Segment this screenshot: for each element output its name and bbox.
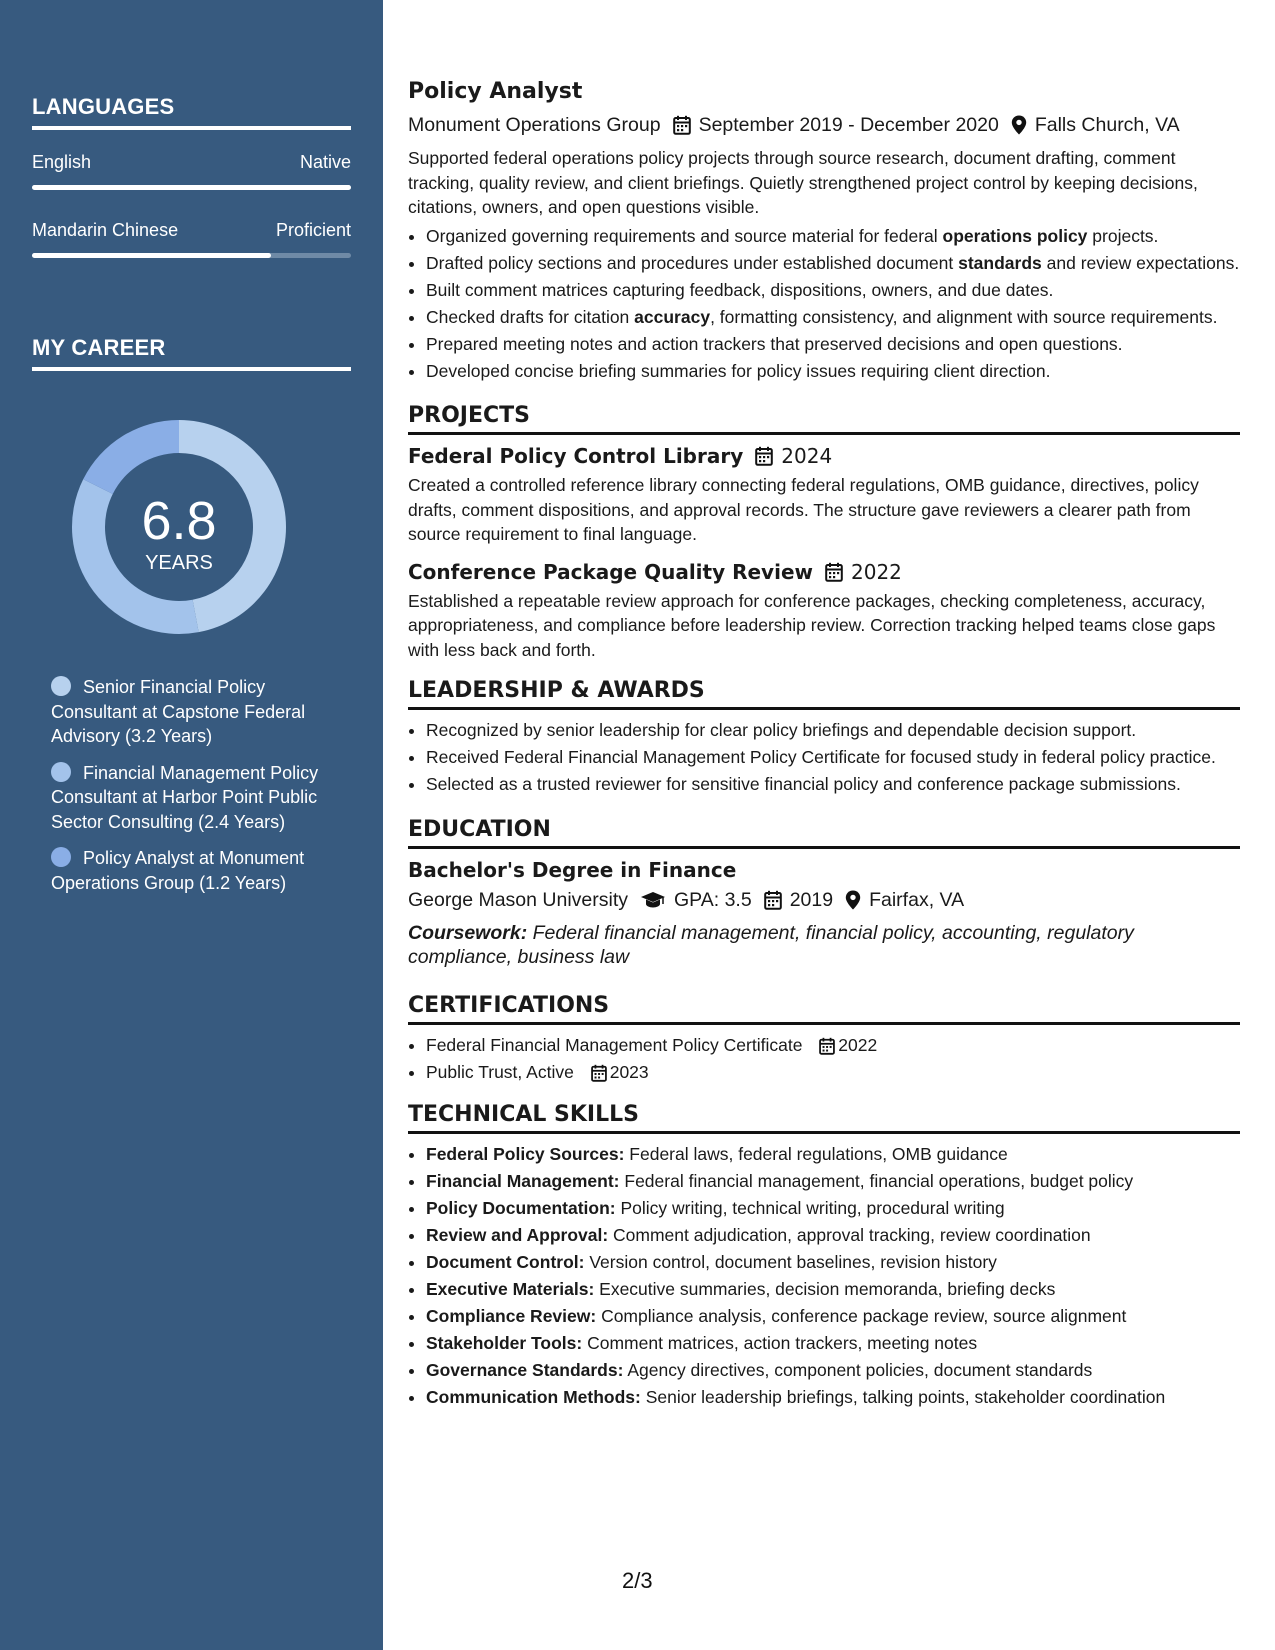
language-item <box>32 152 351 190</box>
leadership-heading: LEADERSHIP & AWARDS <box>408 678 1240 710</box>
certification-name: Public Trust, Active <box>426 1061 574 1082</box>
language-proficiency-bar <box>32 253 351 258</box>
career-list <box>51 675 331 907</box>
project-item <box>408 557 1240 663</box>
job-bullet: • Drafted policy sections and procedures under established document standards and review expectations. <box>426 251 1240 276</box>
certification-item <box>426 1060 1240 1085</box>
graduation-year: 2019 <box>789 888 834 911</box>
skills-list <box>408 1142 1240 1410</box>
project-title: Federal Policy Control Library <box>408 444 744 468</box>
skill-item: • Financial Management: Federal financial management, financial operations, budget policy <box>426 1169 1240 1194</box>
certification-year: 2022 <box>838 1034 878 1055</box>
project-title: Conference Package Quality Review <box>408 559 813 584</box>
project-year: 2022 <box>851 559 902 584</box>
projects-heading: PROJECTS <box>408 403 1240 435</box>
career-item <box>51 846 331 895</box>
job-meta <box>408 110 1240 140</box>
leadership-item: • Selected as a trusted reviewer for sensitive financial policy and conference package submissions. <box>426 772 1240 797</box>
skill-item: • Review and Approval: Comment adjudication, approval tracking, review coordination <box>426 1223 1240 1248</box>
leadership-item: • Received Federal Financial Management Policy Certificate for focused study in federal policy practice. <box>426 745 1240 770</box>
certifications-heading: CERTIFICATIONS <box>408 993 1240 1025</box>
career-section <box>32 335 351 371</box>
project-year: 2024 <box>781 444 833 468</box>
language-item <box>32 220 351 258</box>
job-bullet: • Developed concise briefing summaries for policy issues requiring client direction. <box>426 359 1240 384</box>
certifications-list <box>408 1033 1240 1085</box>
skill-item: • Executive Materials: Executive summaries, decision memoranda, briefing decks <box>426 1277 1240 1302</box>
coursework-text: Federal financial management, financial policy, accounting, regulatory compliance, business law <box>408 921 1134 968</box>
career-legend-dot <box>51 762 71 782</box>
calendar-icon <box>673 115 691 135</box>
company-name: Monument Operations Group <box>408 114 661 136</box>
education-heading: EDUCATION <box>408 817 1240 849</box>
career-item-text: Financial Management Policy Consultant at Harbor Point Public Sector Consulting (2.4 Years) <box>51 762 319 832</box>
career-heading: MY CAREER <box>32 335 351 371</box>
job-bullets <box>408 224 1240 384</box>
career-legend-dot <box>51 847 71 867</box>
languages-section <box>32 94 351 258</box>
page-number: 2/3 <box>622 1568 653 1593</box>
leadership-section <box>408 678 1240 797</box>
education-meta <box>408 885 1240 915</box>
sidebar <box>0 0 383 1650</box>
language-level: Proficient <box>275 220 351 240</box>
coursework <box>408 921 1240 969</box>
job-bullet: • Built comment matrices capturing feedback, dispositions, owners, and due dates. <box>426 278 1240 303</box>
job-summary: Supported federal operations policy projects through source research, document drafting, comment tracking, quality review, and client briefings. Quietly strengthened project control by keeping decisions, citations, owners, and open questions visible. <box>408 148 1198 217</box>
project-description: Created a controlled reference library connecting federal regulations, OMB guidance, directives, policy drafts, comment dispositions, and approval records. The structure gave reviewers a clearer path from source requirement to final language. <box>408 475 1199 544</box>
skill-item: • Stakeholder Tools: Comment matrices, action trackers, meeting notes <box>426 1331 1240 1356</box>
skill-item: • Governance Standards: Agency directives, component policies, document standards <box>426 1358 1240 1383</box>
skill-item: • Document Control: Version control, document baselines, revision history <box>426 1250 1240 1275</box>
certification-name: Federal Financial Management Policy Certificate <box>426 1034 803 1055</box>
skills-section <box>408 1102 1240 1410</box>
leadership-list <box>408 718 1240 797</box>
career-total-value: 6.8 <box>141 491 217 551</box>
certification-year: 2023 <box>609 1061 649 1082</box>
school-name: George Mason University <box>408 888 629 911</box>
career-item <box>51 761 331 835</box>
job-location: Falls Church, VA <box>1034 114 1180 136</box>
project-description: Established a repeatable review approach for conference packages, checking completeness, accuracy, appropriateness, and compliance before leadership review. Correction tracking helped teams close gaps with less back and forth. <box>408 590 1216 660</box>
job-dates: September 2019 - December 2020 <box>698 114 999 136</box>
skill-item: • Compliance Review: Compliance analysis, conference package review, source alignment <box>426 1304 1240 1329</box>
certifications-section <box>408 993 1240 1085</box>
job-bullet: • Organized governing requirements and source material for federal operations policy projects. <box>426 224 1240 249</box>
language-proficiency-fill <box>32 185 351 190</box>
experience-entry <box>408 74 1240 383</box>
career-item-text: Policy Analyst at Monument Operations Group (1.2 Years) <box>51 848 305 893</box>
languages-heading: LANGUAGES <box>32 94 351 130</box>
career-donut-chart <box>66 414 292 640</box>
career-donut-segment-3 <box>83 420 179 494</box>
education-section <box>408 817 1240 969</box>
degree-title: Bachelor's Degree in Finance <box>408 857 737 882</box>
career-item <box>51 675 331 749</box>
location-pin-icon <box>845 890 861 910</box>
job-title: Policy Analyst <box>408 79 583 104</box>
calendar-icon <box>819 1037 835 1055</box>
language-name: English <box>32 152 92 172</box>
project-item <box>408 441 1240 547</box>
career-item-text: Senior Financial Policy Consultant at Capstone Federal Advisory (3.2 Years) <box>51 677 306 746</box>
projects-section <box>408 403 1240 662</box>
language-name: Mandarin Chinese <box>32 220 179 240</box>
skills-heading: TECHNICAL SKILLS <box>408 1102 1240 1134</box>
skill-item: • Communication Methods: Senior leadership briefings, talking points, stakeholder coordination <box>426 1385 1240 1410</box>
job-bullet: • Prepared meeting notes and action trackers that preserved decisions and open questions. <box>426 332 1240 357</box>
career-total-unit: YEARS <box>145 552 213 574</box>
job-bullet: • Checked drafts for citation accuracy, formatting consistency, and alignment with source requirements. <box>426 305 1240 330</box>
calendar-icon <box>591 1064 607 1082</box>
graduation-cap-icon <box>640 891 666 909</box>
school-location: Fairfax, VA <box>869 888 965 911</box>
calendar-icon <box>755 446 773 466</box>
skill-item: • Policy Documentation: Policy writing, technical writing, procedural writing <box>426 1196 1240 1221</box>
calendar-icon <box>825 562 843 582</box>
calendar-icon <box>764 890 782 910</box>
leadership-item: • Recognized by senior leadership for clear policy briefings and dependable decision support. <box>426 718 1240 743</box>
certification-item <box>426 1033 1240 1058</box>
coursework-label: Coursework: <box>408 921 528 944</box>
location-pin-icon <box>1011 115 1027 135</box>
language-proficiency-bar <box>32 185 351 190</box>
gpa: GPA: 3.5 <box>674 888 752 911</box>
language-proficiency-fill <box>32 253 271 258</box>
skill-item: • Federal Policy Sources: Federal laws, federal regulations, OMB guidance <box>426 1142 1240 1167</box>
main-content <box>408 74 1240 1412</box>
language-level: Native <box>299 152 351 172</box>
career-legend-dot <box>51 676 71 696</box>
